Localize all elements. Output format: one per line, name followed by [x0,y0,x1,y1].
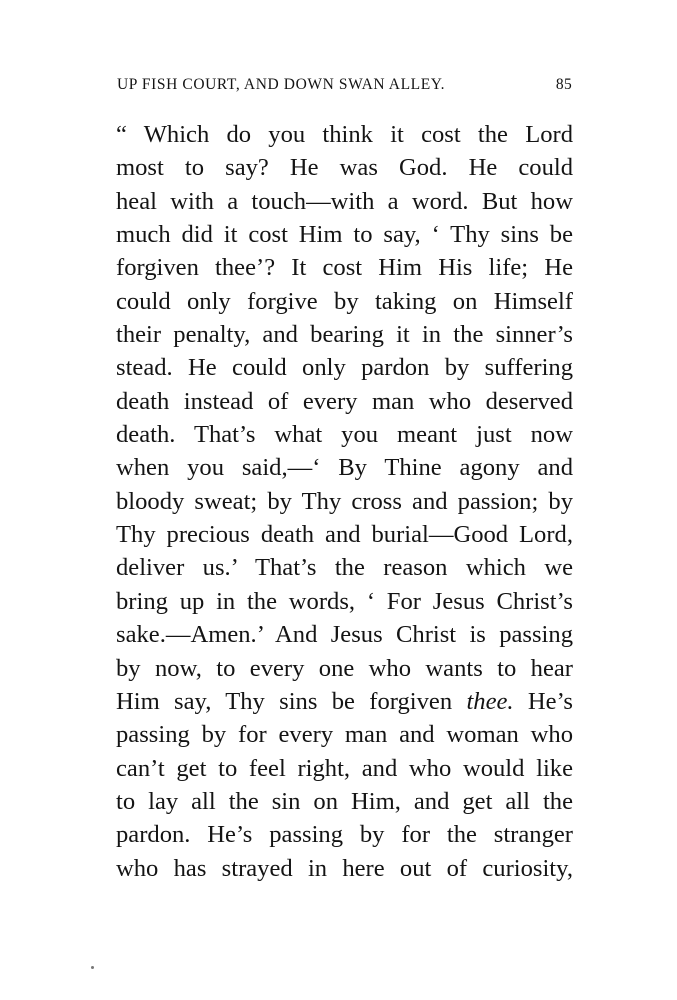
text-line: deliver us.’ That’s the reason which we [116,554,573,582]
text-line: death. That’s what you meant just now [116,421,573,449]
text-line: heal with a touch—with a word. But how [116,187,573,215]
text-line: could only forgive by taking on Himself [116,287,573,315]
text-line: stead. He could only pardon by suffering [116,354,573,382]
text-line-end: He’s [527,687,573,715]
running-head [117,76,572,100]
text-line: bring up in the words, ‘ For Jesus Christ’s [116,587,573,615]
text-line: much did it cost Him to say, ‘ Thy sins be [116,221,573,249]
text-line-start: Him say, Thy sins be forgiven [116,687,453,715]
text-line: passing by for every man and woman who [116,721,573,749]
text-line: to lay all the sin on Him, and get all the [116,787,573,815]
text-line: most to say? He was God. He could [116,154,573,182]
italic-word: thee. [466,687,514,715]
text-line [116,685,573,718]
text-line: when you said,—‘ By Thine agony and [116,454,573,482]
running-head-title: UP FISH COURT, AND DOWN SWAN ALLEY. [117,76,446,93]
text-line: sake.—Amen.’ And Jesus Christ is passing [116,621,573,649]
text-line: who has strayed in here out of curiosity, [116,854,573,882]
body-text [116,118,573,885]
text-line: by now, to every one who wants to hear [116,654,573,682]
text-line: death instead of every man who deserved [116,387,573,415]
text-line: “ Which do you think it cost the Lord [116,121,573,148]
paper-speck [91,966,94,969]
page-number: 85 [555,76,572,93]
text-line: their penalty, and bearing it in the sinner’s [116,321,573,349]
text-line: pardon. He’s passing by for the stranger [116,821,573,849]
text-line: Thy precious death and burial—Good Lord, [116,521,573,549]
text-line: can’t get to feel right, and who would like [116,754,573,782]
text-line: bloody sweat; by Thy cross and passion; by [116,487,573,515]
text-line: forgiven thee’? It cost Him His life; He [116,254,573,282]
